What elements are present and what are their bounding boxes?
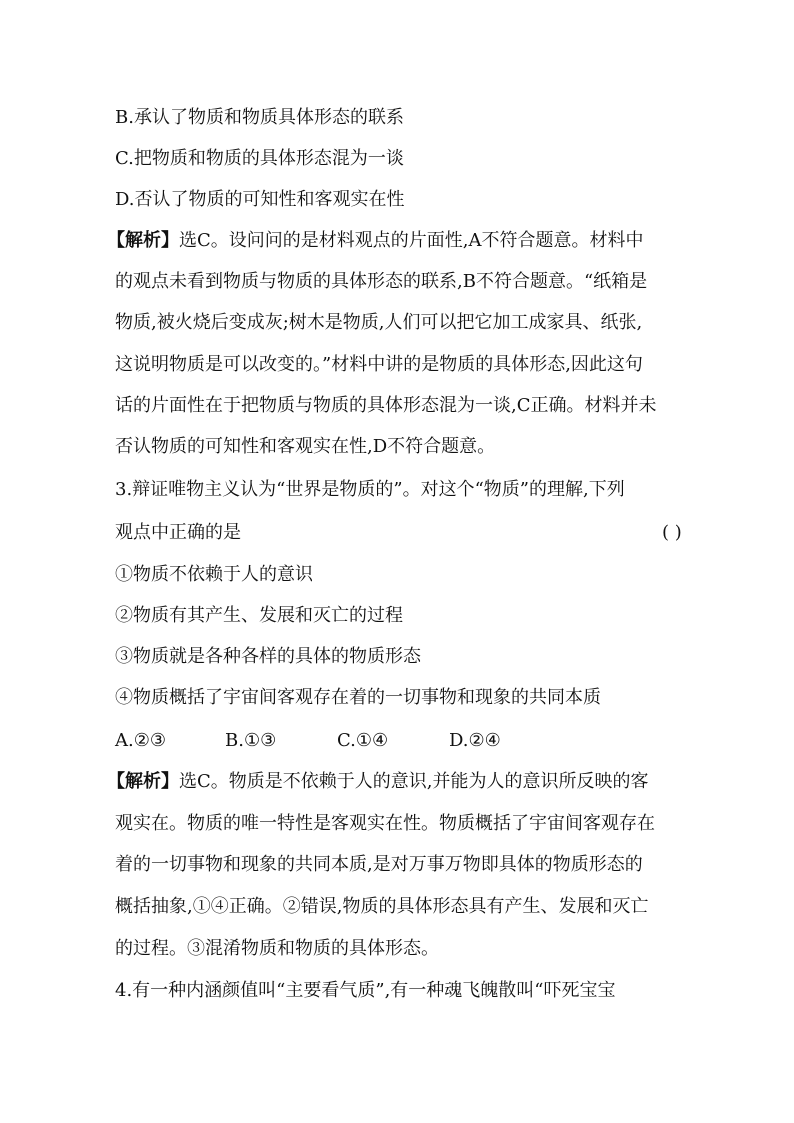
q2-option-d: D.否认了物质的可知性和客观实在性 xyxy=(115,189,405,210)
analysis-text: 选C。物质是不依赖于人的意识,并能为人的意识所反映的客 xyxy=(179,771,649,792)
q3-choice-d: D.②④ xyxy=(449,730,501,751)
q3-choice-b: B.①③ xyxy=(225,730,277,751)
q2-analysis-line-5: 话的片面性在于把物质与物质的具体形态混为一谈,C正确。材料并未 xyxy=(115,395,657,416)
q2-analysis-line-6: 否认物质的可知性和客观实在性,D不符合题意。 xyxy=(115,436,496,457)
q2-analysis-line-3: 物质,被火烧后变成灰;树木是物质,人们可以把它加工成家具、纸张, xyxy=(115,312,643,333)
q3-analysis-line-1 xyxy=(107,770,682,794)
q3-answer-bracket: ( ) xyxy=(662,522,682,543)
q2-analysis-line-2: 的观点未看到物质与物质的具体形态的联系,B不符合题意。“纸箱是 xyxy=(115,271,648,292)
q3-stem-line-1: 3.辩证唯物主义认为“世界是物质的”。对这个“物质”的理解,下列 xyxy=(115,479,625,500)
q2-option-c: C.把物质和物质的具体形态混为一谈 xyxy=(115,148,404,169)
q3-analysis-line-3: 着的一切事物和现象的共同本质,是对万事万物即具体的物质形态的 xyxy=(115,854,643,875)
q3-statement-1: ①物质不依赖于人的意识 xyxy=(115,564,313,585)
q2-analysis-line-4: 这说明物质是可以改变的。”材料中讲的是物质的具体形态,因此这句 xyxy=(115,354,643,375)
q3-analysis-line-2: 观实在。物质的唯一特性是客观实在性。物质概括了宇宙间客观存在 xyxy=(115,813,655,834)
q2-option-b: B.承认了物质和物质具体形态的联系 xyxy=(115,107,404,128)
q3-analysis-line-5: 的过程。③混淆物质和物质的具体形态。 xyxy=(115,938,439,959)
q3-choice-c: C.①④ xyxy=(337,730,389,751)
analysis-tag: 【解析】 xyxy=(107,771,179,792)
q3-statement-4: ④物质概括了宇宙间客观存在着的一切事物和现象的共同本质 xyxy=(115,687,601,708)
q3-stem-line-2: 观点中正确的是 xyxy=(115,522,241,543)
q3-statement-3: ③物质就是各种各样的具体的物质形态 xyxy=(115,646,421,667)
analysis-text: 选C。设问问的是材料观点的片面性,A不符合题意。材料中 xyxy=(179,230,644,251)
analysis-tag: 【解析】 xyxy=(107,230,179,251)
q3-choices xyxy=(115,729,690,753)
q3-statement-2: ②物质有其产生、发展和灭亡的过程 xyxy=(115,605,403,626)
q3-analysis-line-4: 概括抽象,①④正确。②错误,物质的具体形态具有产生、发展和灭亡 xyxy=(115,896,649,917)
q3-choice-a: A.②③ xyxy=(115,730,166,751)
q4-stem-line-1: 4.有一种内涵颜值叫“主要看气质”,有一种魂飞魄散叫“吓死宝宝 xyxy=(115,980,616,1001)
q2-analysis-line-1 xyxy=(107,229,682,253)
